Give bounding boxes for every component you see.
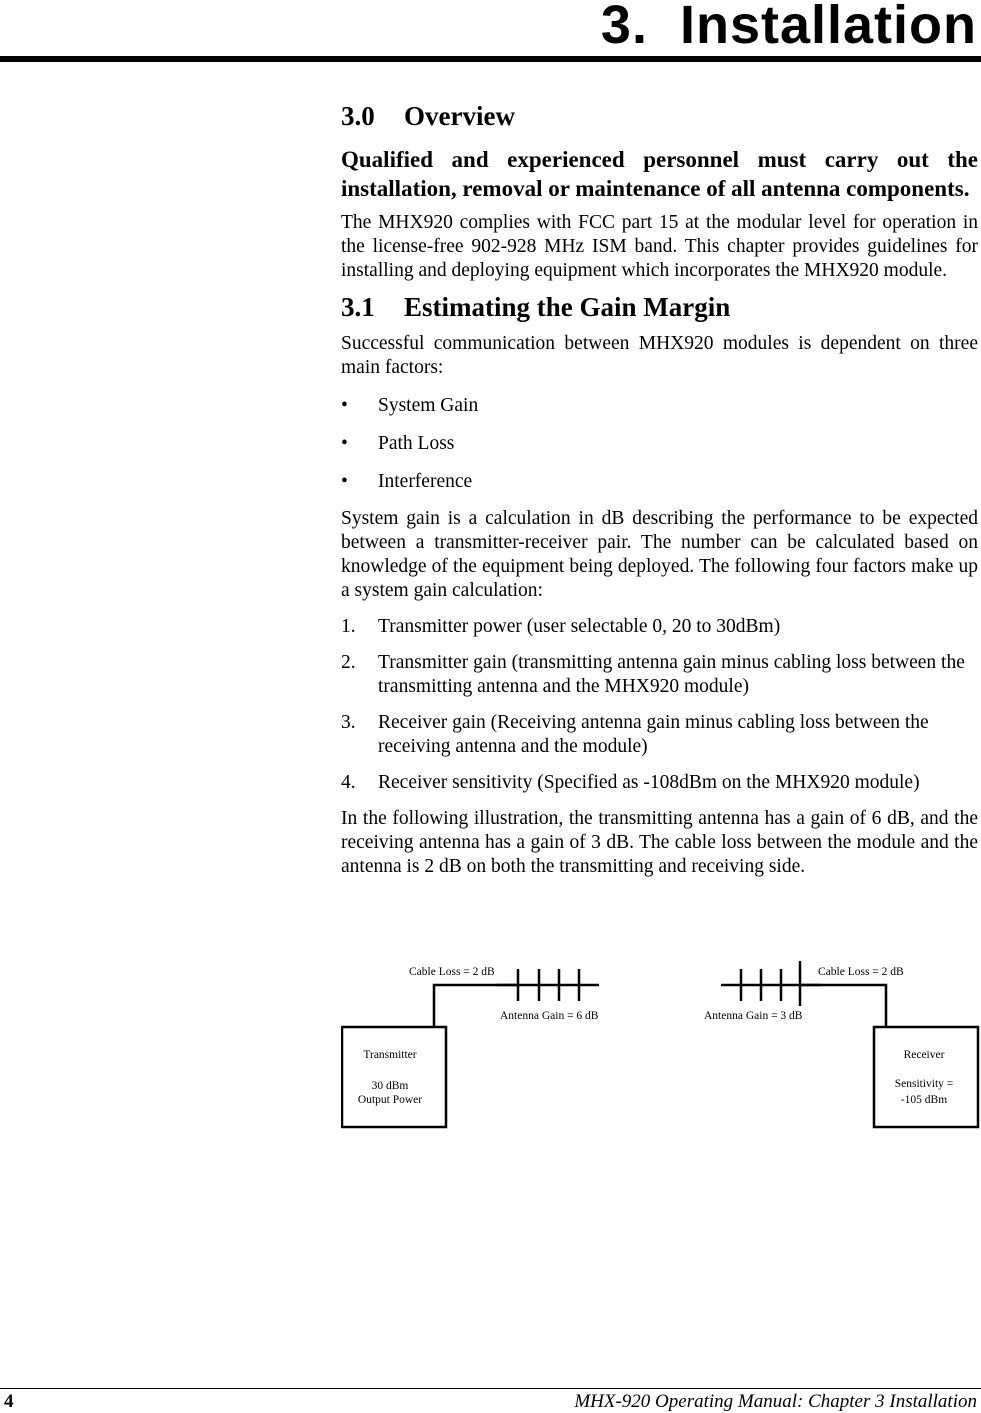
title-rule: [0, 56, 981, 62]
transmitter-box: [342, 1027, 446, 1127]
section-heading-overview: [341, 100, 978, 132]
tx-antenna-gain-label: Antenna Gain = 6 dB: [500, 1010, 599, 1022]
running-footer-title: MHX-920 Operating Manual: Chapter 3 Installation: [574, 1391, 977, 1412]
receiver-box: [874, 1027, 978, 1127]
list-item-text: Receiver sensitivity (Specified as -108dBm on the MHX920 module): [378, 772, 920, 793]
list-number: 1.: [341, 616, 356, 637]
list-item-text: Path Loss: [378, 433, 455, 454]
list-number: 4.: [341, 772, 356, 793]
system-gain-paragraph: System gain is a calculation in dB describing the performance to be expected between a transmitter-receiver pair. The number can be calculated based on knowledge of the equipment being deployed. The following four factors make up a system gain calculation:: [341, 508, 978, 601]
list-item: [341, 651, 978, 699]
list-item-text: Interference: [378, 471, 473, 492]
list-item: [341, 771, 978, 795]
gain-intro-paragraph: Successful communication between MHX920 modules is dependent on three main factors:: [341, 333, 978, 378]
gain-factor-numbered-list: [341, 615, 978, 795]
bullet-icon: •: [341, 471, 348, 492]
section-number: 3.0: [341, 101, 375, 131]
list-number: 3.: [341, 712, 356, 733]
section-title: Estimating the Gain Margin: [404, 292, 731, 322]
tx-cable-loss-label: Cable Loss = 2 dB: [409, 966, 495, 978]
list-item: [341, 432, 978, 456]
transmitter-power-label: Output Power: [357, 1094, 423, 1106]
list-item-text: System Gain: [378, 395, 479, 416]
list-item: [341, 711, 978, 759]
bullet-icon: •: [341, 433, 348, 454]
transmitter-label: Transmitter: [363, 1049, 417, 1061]
footer-rule: [0, 1388, 981, 1389]
list-item: [341, 394, 978, 418]
receiver-label: Receiver: [903, 1049, 945, 1061]
receiver-side: [704, 961, 978, 1127]
illustration-paragraph: In the following illustration, the transmitting antenna has a gain of 6 dB, and the receiving antenna has a gain of 3 dB. The cable loss between the module and the antenna is 2 dB on both the transmitting and receiving side.: [341, 808, 978, 877]
bullet-icon: •: [341, 395, 348, 416]
chapter-title: 3. Installation: [600, 0, 977, 55]
section-number: 3.1: [341, 292, 375, 322]
receiver-cable: [800, 985, 886, 1027]
safety-lead-paragraph: Qualified and experienced personnel must carry out the installation, removal or maintenance of all antenna components.: [341, 147, 978, 201]
transmitter-power-value: 30 dBm: [371, 1080, 409, 1092]
receiver-sensitivity-label: Sensitivity =: [894, 1078, 954, 1090]
list-item-text: Receiver gain (Receiving antenna gain minus cabling loss between the receiving antenna and the module): [378, 712, 929, 757]
list-number: 2.: [341, 652, 356, 673]
list-item: [341, 470, 978, 494]
list-item-text: Transmitter power (user selectable 0, 20 to 30dBm): [378, 616, 781, 637]
transmitter-side: [342, 966, 599, 1127]
list-item: [341, 615, 978, 639]
rx-antenna-gain-label: Antenna Gain = 3 dB: [704, 1010, 803, 1022]
overview-paragraph: The MHX920 complies with FCC part 15 at the modular level for operation in the license-free 902-928 MHz ISM band. This chapter provides guidelines for installing and deploying equipment which incorporates the MHX920 module.: [341, 212, 978, 281]
link-budget-diagram: [341, 958, 981, 1133]
factor-bullet-list: [341, 394, 978, 494]
list-item-text: Transmitter gain (transmitting antenna gain minus cabling loss between the transmitting antenna and the MHX920 module): [378, 652, 965, 697]
receiver-sensitivity-value: -105 dBm: [900, 1094, 948, 1106]
rx-cable-loss-label: Cable Loss = 2 dB: [818, 966, 904, 978]
section-heading-gain-margin: [341, 291, 978, 323]
page-number: 4: [4, 1391, 14, 1412]
main-content: [341, 100, 978, 879]
section-title: Overview: [404, 101, 515, 131]
